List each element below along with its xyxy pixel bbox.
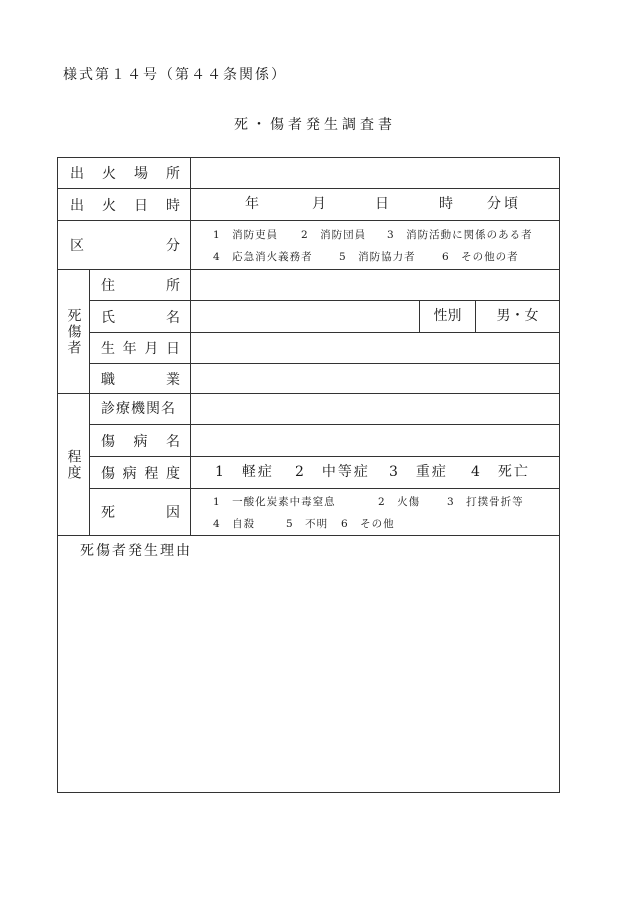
category-option-6: 6 その他の者 <box>442 251 519 263</box>
sex-field[interactable]: 男・女 <box>496 308 539 324</box>
cause-of-death-options[interactable] <box>191 489 559 535</box>
severity-label: 傷 病 程 度 <box>101 465 180 482</box>
reason-label: 死傷者発生理由 <box>80 543 192 559</box>
injury-name-field[interactable] <box>191 425 559 456</box>
birthdate-field[interactable] <box>191 333 559 363</box>
year-unit: 年 <box>245 196 259 212</box>
category-option-4: 4 応急消火義務者 <box>213 251 313 263</box>
sex-label: 性別 <box>433 308 462 324</box>
severity-option-1: 1 軽症 <box>215 464 274 480</box>
cause-option-6: 6 その他 <box>341 518 395 530</box>
survey-form <box>57 157 560 793</box>
category-option-3: 3 消防活動に関係のある者 <box>387 229 533 241</box>
category-option-5: 5 消防協力者 <box>339 251 416 263</box>
category-options[interactable] <box>191 221 559 269</box>
day-unit: 日 <box>375 196 389 212</box>
cause-option-5: 5 不明 <box>286 518 329 530</box>
occupation-label: 職 業 <box>101 371 180 388</box>
category-option-1: 1 消防吏員 <box>213 229 279 241</box>
document-title: 死・傷者発生調査書 <box>234 117 396 133</box>
cause-option-3: 3 打撲骨折等 <box>447 496 524 508</box>
form-number: 様式第１４号（第４４条関係） <box>63 67 287 83</box>
severity-option-2: 2 中等症 <box>295 464 370 480</box>
victim-group-label: 死傷者 <box>65 307 82 356</box>
severity-option-3: 3 重症 <box>389 464 448 480</box>
hour-unit: 時 <box>439 196 453 212</box>
name-field[interactable] <box>191 301 419 332</box>
name-label: 氏 名 <box>101 309 180 326</box>
fire-location-label: 出 火 場 所 <box>70 166 180 182</box>
fire-datetime-label: 出 火 日 時 <box>70 197 180 214</box>
reason-field[interactable] <box>59 564 558 790</box>
address-field[interactable] <box>191 270 559 300</box>
fire-datetime-field[interactable] <box>191 189 559 220</box>
month-unit: 月 <box>312 196 326 212</box>
cause-option-1: 1 一酸化炭素中毒窒息 <box>213 496 336 508</box>
occupation-field[interactable] <box>191 364 559 393</box>
cause-of-death-label: 死 因 <box>101 505 180 521</box>
category-label: 区 分 <box>70 238 180 254</box>
address-label: 住 所 <box>101 278 180 294</box>
severity-option-4: 4 死亡 <box>471 464 530 480</box>
minute-unit: 分頃 <box>487 196 521 212</box>
cause-option-4: 4 自殺 <box>213 518 256 530</box>
fire-location-field[interactable] <box>191 158 559 188</box>
degree-group-label: 程度 <box>65 448 82 481</box>
severity-options[interactable] <box>191 457 559 488</box>
cause-option-2: 2 火傷 <box>378 496 421 508</box>
injury-name-label: 傷 病 名 <box>101 433 180 450</box>
clinic-label: 診療機関名 <box>101 401 176 417</box>
clinic-field[interactable] <box>191 394 559 424</box>
birthdate-label: 生 年 月 日 <box>101 341 180 357</box>
category-option-2: 2 消防団員 <box>301 229 367 241</box>
